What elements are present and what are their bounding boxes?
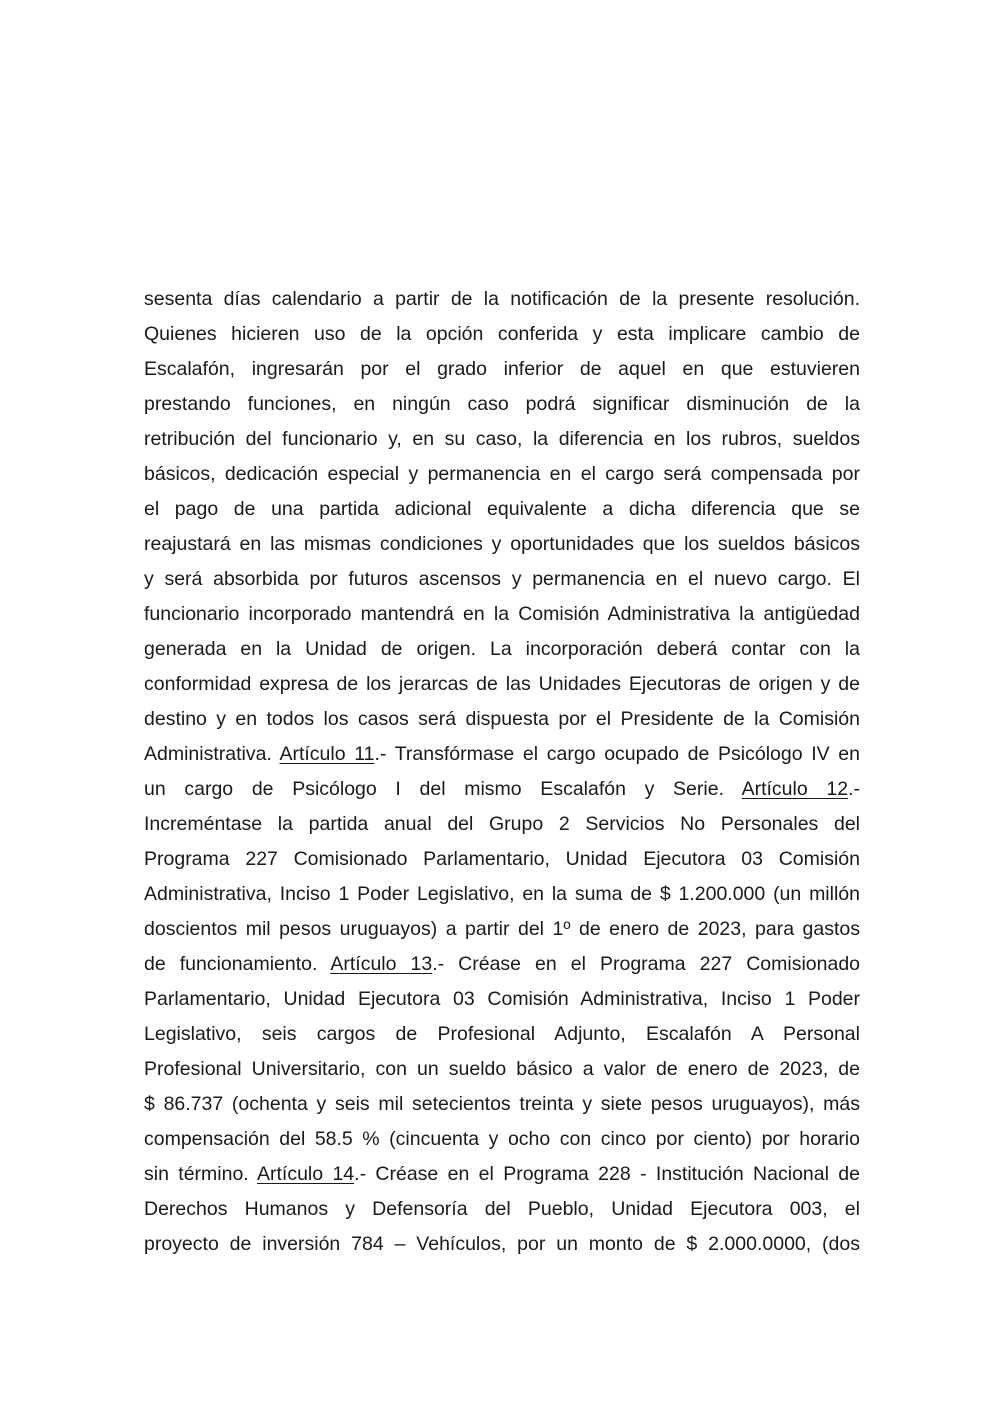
text-segment: sin término. (144, 1163, 257, 1185)
text-line (144, 632, 860, 667)
text-segment: de funcionamiento. (144, 953, 331, 975)
text-segment: y será absorbida por futuros ascensos y permanencia en el nuevo cargo. El (144, 568, 860, 590)
text-segment: generada en la Unidad de origen. La incorporación deberá contar con la (144, 638, 860, 660)
text-line (144, 807, 860, 842)
text-segment: .- Créase en el Programa 228 - Institución Nacional de (354, 1163, 860, 1185)
text-line (144, 1052, 860, 1087)
text-line (144, 1122, 860, 1157)
article-reference: Artículo 12 (741, 778, 849, 800)
text-segment: Parlamentario, Unidad Ejecutora 03 Comisión Administrativa, Inciso 1 Poder (144, 988, 860, 1010)
text-line (144, 422, 860, 457)
text-line (144, 1227, 860, 1262)
text-line (144, 912, 860, 947)
text-segment: Profesional Universitario, con un sueldo básico a valor de enero de 2023, de (144, 1058, 860, 1080)
article-reference: Artículo 13 (330, 953, 433, 975)
text-segment: Increméntase la partida anual del Grupo 2 Servicios No Personales del (144, 813, 860, 835)
text-line (144, 877, 860, 912)
article-reference: Artículo 14 (257, 1163, 355, 1185)
article-reference: Artículo 11 (279, 743, 375, 765)
text-line (144, 842, 860, 877)
text-line (144, 562, 860, 597)
body-text (144, 282, 860, 1262)
text-line (144, 702, 860, 737)
text-line (144, 772, 860, 807)
text-line (144, 527, 860, 562)
text-segment: retribución del funcionario y, en su caso, la diferencia en los rubros, sueldos (144, 428, 860, 450)
text-segment: Legislativo, seis cargos de Profesional Adjunto, Escalafón A Personal (144, 1023, 860, 1045)
text-segment: Escalafón, ingresarán por el grado inferior de aquel en que estuvieren (144, 358, 860, 380)
text-segment: Administrativa. (144, 743, 280, 765)
text-segment: .- Transfórmase el cargo ocupado de Psicólogo IV en (374, 743, 861, 765)
text-segment: conformidad expresa de los jerarcas de las Unidades Ejecutoras de origen y de (144, 673, 860, 695)
text-line (144, 457, 860, 492)
text-line (144, 597, 860, 632)
text-line (144, 1192, 860, 1227)
text-segment: funcionario incorporado mantendrá en la Comisión Administrativa la antigüedad (144, 603, 860, 625)
text-line (144, 1157, 860, 1192)
text-segment: Derechos Humanos y Defensoría del Pueblo, Unidad Ejecutora 003, el (144, 1198, 860, 1220)
text-segment: prestando funciones, en ningún caso podrá significar disminución de la (144, 393, 860, 415)
text-segment: reajustará en las mismas condiciones y oportunidades que los sueldos básicos (144, 533, 860, 555)
text-line (144, 947, 860, 982)
text-segment: .- (848, 778, 860, 800)
text-segment: básicos, dedicación especial y permanencia en el cargo será compensada por (144, 463, 860, 485)
text-line (144, 317, 860, 352)
text-line (144, 667, 860, 702)
text-segment: .- Créase en el Programa 227 Comisionado (432, 953, 861, 975)
text-line (144, 982, 860, 1017)
text-segment: el pago de una partida adicional equivalente a dicha diferencia que se (144, 498, 860, 520)
text-line (144, 1017, 860, 1052)
text-segment: destino y en todos los casos será dispuesta por el Presidente de la Comisión (144, 708, 860, 730)
text-segment: $ 86.737 (ochenta y seis mil setecientos treinta y siete pesos uruguayos), más (144, 1093, 860, 1115)
text-segment: Programa 227 Comisionado Parlamentario, Unidad Ejecutora 03 Comisión (144, 848, 860, 870)
text-line (144, 492, 860, 527)
text-line (144, 387, 860, 422)
text-line (144, 352, 860, 387)
text-segment: compensación del 58.5 % (cincuenta y ocho con cinco por ciento) por horario (144, 1128, 860, 1150)
text-line (144, 737, 860, 772)
text-segment: proyecto de inversión 784 – Vehículos, por un monto de $ 2.000.0000, (dos (144, 1233, 860, 1255)
text-segment: Quienes hicieren uso de la opción conferida y esta implicare cambio de (144, 323, 860, 345)
text-segment: sesenta días calendario a partir de la notificación de la presente resolución. (144, 288, 860, 310)
text-line (144, 1087, 860, 1122)
text-line (144, 282, 860, 317)
text-segment: Administrativa, Inciso 1 Poder Legislativo, en la suma de $ 1.200.000 (un millón (144, 883, 860, 905)
text-segment: un cargo de Psicólogo I del mismo Escalafón y Serie. (144, 778, 742, 800)
text-segment: doscientos mil pesos uruguayos) a partir del 1º de enero de 2023, para gastos (144, 918, 860, 940)
